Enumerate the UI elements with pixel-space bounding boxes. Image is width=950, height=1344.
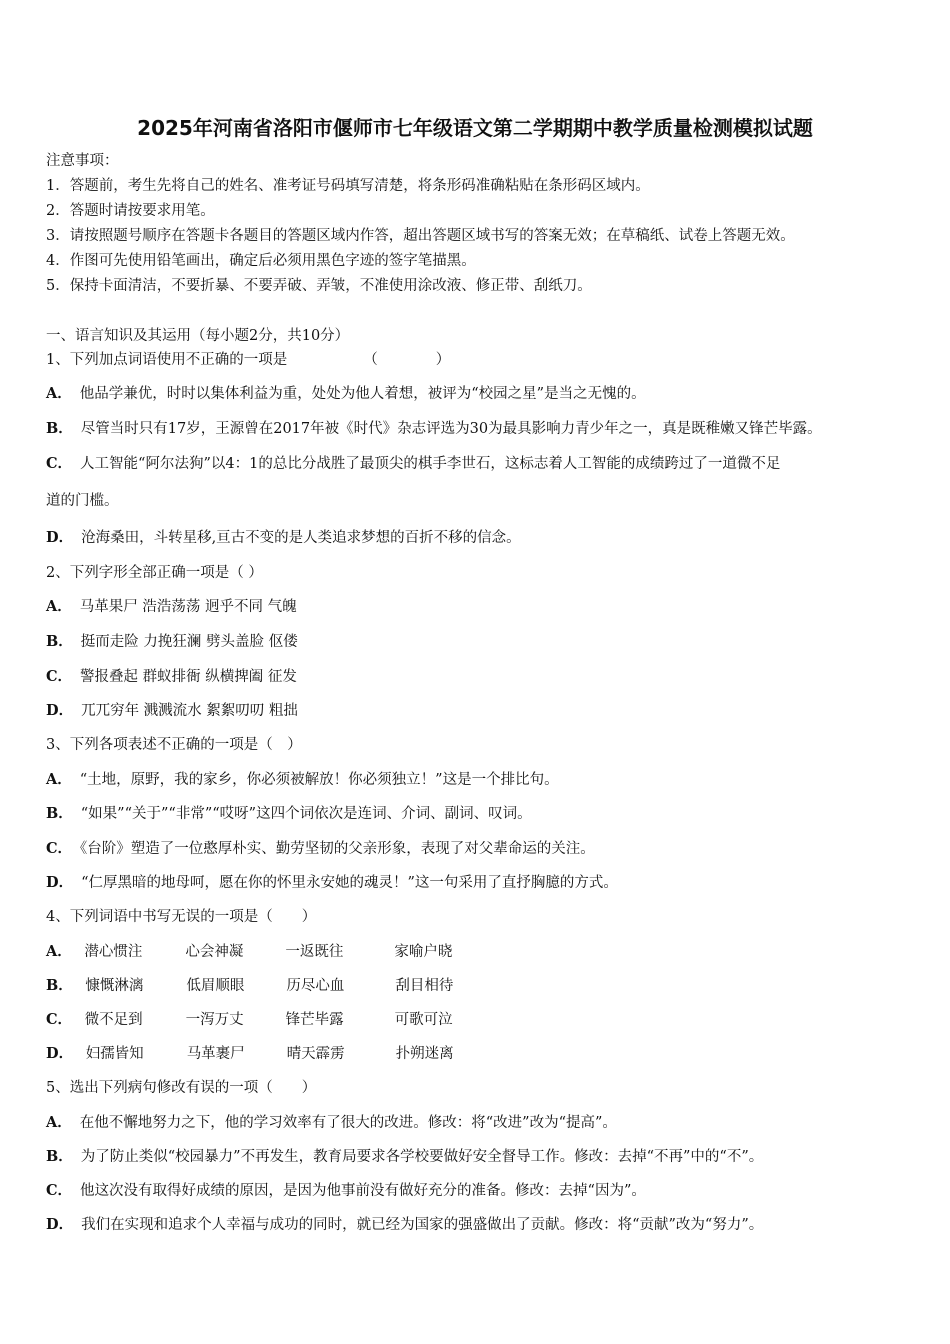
question-stem: 4、下列词语中书写无误的一项是（ ）	[46, 909, 317, 925]
question-stem: 3、下列各项表述不正确的一项是（ ）	[46, 737, 302, 753]
option-text: 在他不懈地努力之下，他的学习效率有了很大的改进。修改：将“改进”改为“提高”。	[79, 1115, 617, 1131]
option-text: 挺而走险 力挽狂澜 劈头盖脸 伛偻	[80, 634, 298, 650]
word-cell: 慷慨淋漓	[85, 978, 144, 994]
q1-stem: 1、下列加点词语使用不正确的一项是	[46, 352, 288, 368]
word-cell: 家喻户晓	[394, 944, 453, 960]
option-b	[46, 419, 822, 439]
option-label: B．	[46, 977, 73, 994]
option-c	[46, 667, 297, 687]
notice-item: 2．答题时请按要求用笔。	[46, 203, 215, 219]
option-c-continued: 道的门槛。	[46, 493, 119, 509]
option-label: C．	[46, 668, 73, 685]
notice-heading: 注意事项：	[46, 153, 119, 169]
option-c	[46, 839, 595, 859]
option-d	[46, 873, 618, 893]
option-b	[46, 1147, 763, 1167]
option-a	[46, 770, 559, 790]
option-label: A．	[46, 385, 72, 402]
word-cell: 潜心惯注	[84, 944, 143, 960]
question-stem: 5、选出下列病句修改有误的一项（ ）	[46, 1080, 317, 1096]
option-text: 为了防止类似“校园暴力”不再发生，教育局要求各学校要做好安全督导工作。修改：去掉“不再”中的“不”。	[80, 1149, 764, 1165]
option-label: C．	[46, 455, 73, 472]
word-cell: 历尽心血	[286, 978, 345, 994]
option-c	[46, 1181, 646, 1201]
option-text: “如果”“关于”“非常”“哎呀”这四个词依次是连词、介词、副词、叹词。	[80, 806, 532, 822]
word-cell: 锋芒毕露	[285, 1012, 344, 1028]
notice-item: 1．答题前，考生先将自己的姓名、准考证号码填写清楚，将条形码准确粘贴在条形码区域内。	[46, 178, 650, 194]
option-label: D．	[46, 1045, 74, 1062]
option-label: B．	[46, 633, 73, 650]
word-cell: 扑朔迷离	[395, 1046, 454, 1062]
option-text: 尽管当时只有17岁，王源曾在2017年被《时代》杂志评选为30为最具影响力青少年之一，真是既稚嫩又锋芒毕露。	[80, 421, 822, 437]
word-cell: 一泻万丈	[185, 1012, 244, 1028]
option-text: “土地，原野，我的家乡，你必须被解放！你必须独立！”这是一个排比句。	[79, 772, 559, 788]
option-label: D．	[46, 529, 74, 546]
option-d	[46, 1044, 454, 1064]
option-label: D．	[46, 702, 74, 719]
option-c	[46, 1010, 453, 1030]
word-cell: 心会神凝	[185, 944, 244, 960]
word-cell: 可歌可泣	[394, 1012, 453, 1028]
word-cell: 一返既往	[285, 944, 344, 960]
option-label: B．	[46, 420, 73, 437]
option-text: 《台阶》塑造了一位憨厚朴实、勤劳坚韧的父亲形象，表现了对父辈命运的关注。	[80, 841, 595, 857]
option-label: C．	[46, 840, 73, 857]
word-cell: 微不足到	[84, 1012, 143, 1028]
option-text: 兀兀穷年 溅溅流水 絮絮叨叨 粗拙	[81, 703, 298, 719]
word-cell: 妇孺皆知	[85, 1046, 144, 1062]
word-cell: 刮目相待	[395, 978, 454, 994]
option-text: 警报叠起 群蚁排衙 纵横捭阖 征发	[80, 669, 297, 685]
word-cell: 晴天霹雳	[286, 1046, 345, 1062]
option-d	[46, 1215, 763, 1235]
option-label: B．	[46, 1148, 73, 1165]
option-c	[46, 454, 780, 474]
option-text: 我们在实现和追求个人幸福与成功的同时，就已经为国家的强盛做出了贡献。修改：将“贡献”改为“努力”。	[81, 1217, 764, 1233]
option-b	[46, 804, 532, 824]
question-stem: 2、下列字形全部正确一项是（ ）	[46, 565, 263, 581]
option-text: 人工智能“阿尔法狗”以4：1的总比分战胜了最顶尖的棋手李世石，这标志着人工智能的成绩跨过了一道微不足	[80, 456, 781, 472]
option-label: D．	[46, 1216, 74, 1233]
notice-item: 5．保持卡面清洁，不要折暴、不要弄破、弄皱，不准使用涂改液、修正带、刮纸刀。	[46, 278, 592, 294]
option-a	[46, 384, 646, 404]
page-title: 2025年河南省洛阳市偃师市七年级语文第二学期期中教学质量检测模拟试题	[137, 116, 813, 140]
section-heading: 一、语言知识及其运用（每小题2分，共10分）	[46, 328, 350, 344]
notice-item: 3．请按照题号顺序在答题卡各题目的答题区域内作答，超出答题区域书写的答案无效；在草稿纸、试卷上答题无效。	[46, 228, 795, 244]
option-label: D．	[46, 874, 74, 891]
option-label: B．	[46, 805, 73, 822]
option-text: 马革果尸 浩浩荡荡 迥乎不同 气魄	[79, 599, 297, 615]
notice-item: 4．作图可先使用铅笔画出，确定后必须用黑色字迹的签字笔描黑。	[46, 253, 476, 269]
option-label: A．	[46, 943, 72, 960]
answer-paren: （ ）	[363, 352, 451, 368]
option-a	[46, 942, 452, 962]
option-text: 沧海桑田，斗转星移,亘古不变的是人类追求梦想的百折不移的信念。	[81, 530, 521, 546]
option-b	[46, 632, 298, 652]
option-text: “仁厚黑暗的地母呵，愿在你的怀里永安她的魂灵！”这一句采用了直抒胸臆的方式。	[81, 875, 618, 891]
option-label: A．	[46, 598, 72, 615]
option-d	[46, 701, 298, 721]
option-d	[46, 528, 521, 548]
question-stem	[46, 350, 450, 370]
option-label: C．	[46, 1011, 73, 1028]
option-label: A．	[46, 771, 72, 788]
option-a	[46, 597, 297, 617]
word-cell: 低眉顺眼	[186, 978, 245, 994]
option-text: 他品学兼优，时时以集体利益为重，处处为他人着想，被评为“校园之星”是当之无愧的。	[79, 386, 646, 402]
option-text: 他这次没有取得好成绩的原因，是因为他事前没有做好充分的准备。修改：去掉“因为”。	[80, 1183, 646, 1199]
option-b	[46, 976, 453, 996]
option-label: A．	[46, 1114, 72, 1131]
option-label: C．	[46, 1182, 73, 1199]
option-a	[46, 1113, 617, 1133]
word-cell: 马革裹尸	[186, 1046, 245, 1062]
